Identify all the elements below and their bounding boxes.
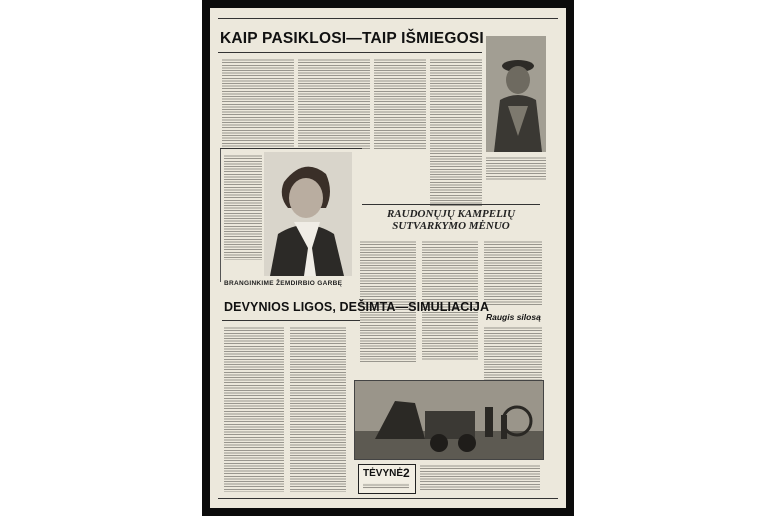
article-1-text-col-1 [222, 58, 294, 148]
silage-headline: Raugis silosą [486, 312, 541, 322]
main-headline: KAIP PASIKLOSI—TAIP IŠMIEGOSI [220, 30, 484, 47]
article-3-text-col-1 [224, 326, 284, 492]
article-3-text-col-2 [290, 326, 346, 492]
masthead-title: TĖVYNĖ [363, 468, 404, 479]
article-1-text-col-4 [430, 58, 482, 206]
headline-underline [218, 52, 482, 53]
masthead-stamp [358, 464, 416, 494]
portrait-section-caption: BRANGINKIME ŽEMDIRBIO GARBĘ [224, 280, 343, 287]
farmer-photo-caption [486, 156, 546, 180]
center-headline-line-2: SUTVARKYMO MĖNUO [392, 220, 510, 232]
silage-text [484, 326, 542, 380]
portrait-box-top [220, 148, 362, 149]
article-1-text-col-2 [298, 58, 370, 150]
center-headline-line-1: RAUDONŲJŲ KAMPELIŲ [386, 208, 516, 220]
harvester-caption [420, 464, 540, 490]
masthead-date-text [363, 483, 409, 489]
second-headline-underline [222, 320, 360, 321]
portrait-box-left [220, 148, 221, 282]
top-rule [218, 18, 558, 19]
second-headline: DEVYNIOS LIGOS, DEŠIMTA—SIMULIACIJA [224, 300, 490, 314]
bottom-rule [218, 498, 558, 499]
portrait-caption-text [224, 154, 262, 260]
center-headline-rule-top [362, 204, 540, 205]
masthead-number: 2 [403, 466, 410, 480]
article-2-text-col-3 [484, 240, 542, 306]
woman-portrait-photo [264, 152, 352, 276]
newspaper-page [210, 8, 566, 508]
article-1-text-col-3 [374, 58, 426, 150]
farmer-photo [486, 36, 546, 152]
harvester-photo [354, 380, 544, 460]
